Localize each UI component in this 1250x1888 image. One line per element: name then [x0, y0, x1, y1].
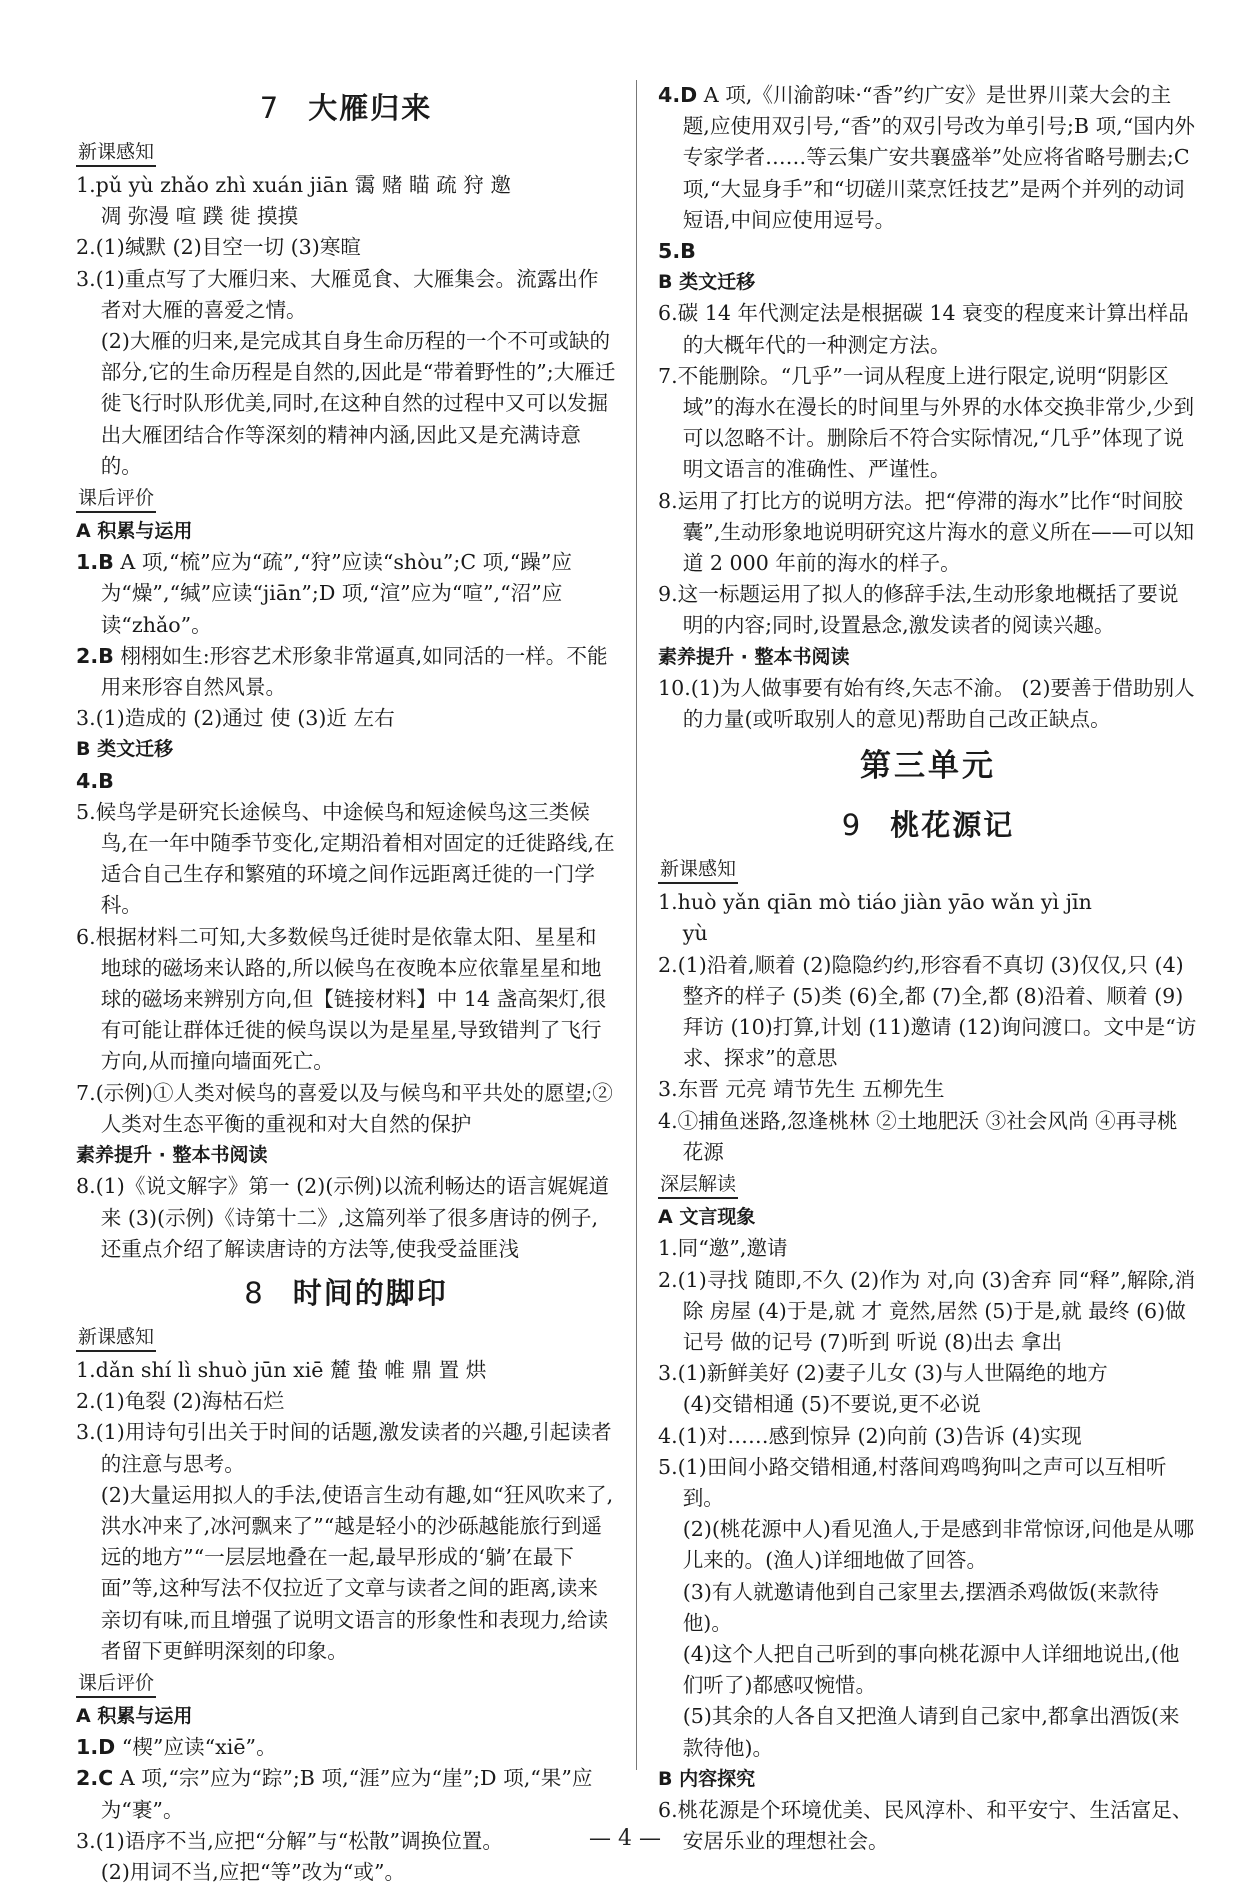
answer-text: A 项,“梳”应为“疏”,“狩”应读“shòu”;C 项,“躁”应为“燥”,“缄”应读“jiān”;D 项,“渲”应为“喧”,“沼”应读“zhǎo”。: [100, 550, 573, 637]
left-column: [76, 80, 616, 1888]
section-label-xinke: 新课感知: [76, 1324, 156, 1352]
answer-key: 2.B: [76, 643, 114, 668]
answer-key: 2.C: [76, 1766, 114, 1791]
answer-item: (2)大雁的归来,是完成其自身生命历程的一个不可或缺的部分,它的生命历程是自然的,因此是“带着野性的”;大雁迁徙飞行时队形优美,同时,在这种自然的过程中又可以发掘出大雁团结合作等深刻的精神内涵,因此又是充满诗意的。: [100, 329, 616, 478]
answer-item: 1.同“邀”,邀请: [658, 1236, 788, 1261]
answer-item: 3.(1)造成的 (2)通过 使 (3)近 左右: [76, 706, 395, 731]
answer-item: (4)这个人把自己听到的事向桃花源中人详细地说出,(他们听了)都感叹惋惜。: [682, 1641, 1180, 1698]
subsection-heading: B 类文迁移: [76, 738, 174, 761]
answer-item: 5.(1)田间小路交错相通,村落间鸡鸣狗叫之声可以互相听到。: [658, 1454, 1167, 1510]
page-number: — 4 —: [589, 1826, 661, 1851]
answer-item: (2)大量运用拟人的手法,使语言生动有趣,如“狂风吹来了,洪水冲来了,冰河飘来了”“越是轻小的沙砾越能旅行到遥远的地方”“一层层地叠在一起,最早形成的‘躺’在最下面”等,这种写法不仅拉近了文章与读者之间的距离,读来亲切有味,而且增强了说明文语言的形象性和表现力,给读者留下更鲜明深刻的印象。: [100, 1482, 614, 1663]
answer-item: [658, 80, 1198, 236]
answer-item: 5.B: [658, 239, 696, 264]
answer-item: 3.(1)新鲜美好 (2)妻子儿女 (3)与人世隔绝的地方: [658, 1361, 1108, 1386]
answer-key: 1.B: [76, 550, 114, 575]
answer-item: 8.(1)《说文解字》第一 (2)(示例)以流利畅达的语言娓娓道来 (3)(示例)《诗第十二》,这篇列举了很多唐诗的例子,还重点介绍了解读唐诗的方法等,使我受益匪浅: [76, 1174, 610, 1261]
answer-item: 4.①捕鱼迷路,忽逢桃林 ②土地肥沃 ③社会风尚 ④再寻桃花源: [658, 1108, 1178, 1164]
answer-item: 2.(1)龟裂 (2)海枯石烂: [76, 1389, 285, 1414]
lesson-name: 大雁归来: [308, 91, 433, 125]
answer-key: 1.D: [76, 1735, 116, 1760]
section-label-shenceng: 深层解读: [658, 1171, 738, 1199]
answer-item: [76, 1763, 616, 1825]
answer-text: A 项,《川渝韵味·“香”约广安》是世界川菜大会的主题,应使用双引号,“香”的双引号改为单引号;B 项,“国内外专家学者……等云集广安共襄盛举”处应将省略号删去;C 项,“大显身手”和“切磋川菜烹饪技艺”是两个并列的动词短语,中间应使用逗号。: [682, 83, 1196, 232]
lesson-8-title: [76, 1265, 616, 1321]
answer-item: 6.桃花源是个环境优美、民风淳朴、和平安宁、生活富足、安居乐业的理想社会。: [658, 1797, 1193, 1854]
answer-item: 9.这一标题运用了拟人的修辞手法,生动形象地概括了要说明的内容;同时,设置悬念,激发读者的阅读兴趣。: [658, 582, 1179, 638]
answer-text: 栩栩如生:形容艺术形象非常逼真,如同活的一样。不能用来形容自然风景。: [100, 643, 608, 700]
answer-item: (2)用词不当,应把“等”改为“或”。: [100, 1859, 406, 1884]
answer-item: 3.(1)重点写了大雁归来、大雁觅食、大雁集会。流露出作者对大雁的喜爱之情。: [76, 266, 599, 322]
answer-item: [76, 1732, 616, 1763]
answer-item: 3.(1)语序不当,应把“分解”与“松散”调换位置。: [76, 1828, 503, 1853]
subsection-heading: 素养提升 · 整本书阅读: [76, 1144, 268, 1167]
section-label-xinke: 新课感知: [658, 856, 738, 884]
answer-item: 2.(1)沿着,顺着 (2)隐隐约约,形容看不真切 (3)仅仅,只 (4)整齐的样子 (5)类 (6)全,都 (7)全,都 (8)沿着、顺着 (9)拜访 (10)打算,计划 (11)邀请 (12)询问渡口。文中是“访求、探求”的意思: [658, 952, 1197, 1071]
answer-key: 4.D: [658, 83, 698, 107]
answer-item: (4)交错相通 (5)不要说,更不必说: [682, 1392, 981, 1417]
subsection-heading: A 文言现象: [658, 1206, 756, 1229]
answer-item: 6.碳 14 年代测定法是根据碳 14 衰变的程度来计算出样品的大概年代的一种测定方法。: [658, 301, 1189, 357]
lesson-number: 9: [841, 808, 863, 843]
unit-title: 第三单元: [860, 748, 996, 785]
lesson-name: 桃花源记: [890, 808, 1015, 843]
answer-item: 10.(1)为人做事要有始有终,矢志不渝。 (2)要善于借助别人的力量(或听取别人的意见)帮助自己改正缺点。: [658, 675, 1195, 732]
answer-item: 3.(1)用诗句引出关于时间的话题,激发读者的兴趣,引起读者的注意与思考。: [76, 1420, 612, 1476]
answer-item: 1.dǎn shí lì shuò jūn xiē 麓 蛰 帷 鼎 置 烘: [76, 1357, 487, 1382]
subsection-heading: B 类文迁移: [658, 271, 756, 294]
lesson-7-title: [76, 80, 616, 136]
answer-item: 6.根据材料二可知,大多数候鸟迁徙时是依靠太阳、星星和地球的磁场来认路的,所以候鸟在夜晚本应依靠星星和地球的磁场来辨别方向,但【链接材料】中 14 盏高架灯,很有可能让群体迁徙的候鸟误以为是星星,导致错判了飞行方向,从而撞向墙面死亡。: [76, 924, 607, 1074]
answer-item: [76, 641, 616, 703]
section-label-kehou: 课后评价: [76, 1670, 156, 1698]
answer-item: 8.运用了打比方的说明方法。把“停滞的海水”比作“时间胶囊”,生动形象地说明研究这片海水的意义所在——可以知道 2 000 年前的海水的样子。: [658, 488, 1195, 576]
answer-item: 5.候鸟学是研究长途候鸟、中途候鸟和短途候鸟这三类候鸟,在一年中随季节变化,定期沿着相对固定的迁徙路线,在适合自己生存和繁殖的环境之间作远距离迁徙的一门学科。: [76, 799, 615, 918]
answer-item: 7.(示例)①人类对候鸟的喜爱以及与候鸟和平共处的愿望;②人类对生态平衡的重视和对大自然的保护: [76, 1080, 613, 1136]
lesson-9-title: [658, 797, 1198, 853]
section-label-xinke: 新课感知: [76, 139, 156, 167]
answer-item: (3)有人就邀请他到自己家里去,摆酒杀鸡做饭(来款待他)。: [682, 1579, 1159, 1635]
subsection-heading: 素养提升 · 整本书阅读: [658, 645, 850, 668]
answer-item: 7.不能删除。“几乎”一词从程度上进行限定,说明“阴影区域”的海水在漫长的时间里与外界的水体交换非常少,少到可以忽略不计。删除后不符合实际情况,“几乎”体现了说明文语言的准确性、严谨性。: [658, 363, 1195, 482]
right-column: [658, 80, 1198, 1857]
lesson-name: 时间的脚印: [292, 1275, 448, 1310]
answer-item: 凋 弥漫 喧 蹼 徙 摸摸: [100, 204, 299, 229]
subsection-heading: A 积累与运用: [76, 520, 193, 543]
answer-item: yù: [682, 921, 708, 946]
answer-item: (2)(桃花源中人)看见渔人,于是感到非常惊讶,问他是从哪儿来的。(渔人)详细地做了回答。: [682, 1517, 1195, 1573]
answer-item: 2.(1)寻找 随即,不久 (2)作为 对,向 (3)舍弃 同“释”,解除,消除 房屋 (4)于是,就 才 竟然,居然 (5)于是,就 最终 (6)做记号 做的记号 (7)听到 听说 (8)出去 拿出: [658, 1267, 1196, 1354]
answer-text: “楔”应读“xiē”。: [115, 1735, 277, 1760]
answer-item: (5)其余的人各自又把渔人请到自己家中,都拿出酒饭(来款待他)。: [682, 1704, 1180, 1760]
section-label-kehou: 课后评价: [76, 485, 156, 513]
answer-item: 4.(1)对……感到惊异 (2)向前 (3)告诉 (4)实现: [658, 1423, 1082, 1448]
answer-item: 3.东晋 元亮 靖节先生 五柳先生: [658, 1077, 945, 1102]
answer-item: [76, 547, 616, 641]
answer-item: 1.pǔ yù zhǎo zhì xuán jiān 霭 赌 瞄 疏 狩 邀: [76, 173, 511, 197]
lesson-number: 8: [244, 1275, 265, 1310]
column-divider: [636, 80, 637, 1770]
lesson-number: 7: [259, 91, 281, 125]
answer-item: 2.(1)缄默 (2)目空一切 (3)寒暄: [76, 235, 362, 260]
subsection-heading: A 积累与运用: [76, 1704, 193, 1727]
answer-text: A 项,“宗”应为“踪”;B 项,“涯”应为“崖”;D 项,“果”应为“裹”。: [100, 1766, 593, 1822]
subsection-heading: B 内容探究: [658, 1767, 756, 1790]
answer-item: 1.huò yǎn qiān mò tiáo jiàn yāo wǎn yì jīn: [658, 890, 1092, 915]
answer-item: 4.B: [76, 768, 114, 793]
